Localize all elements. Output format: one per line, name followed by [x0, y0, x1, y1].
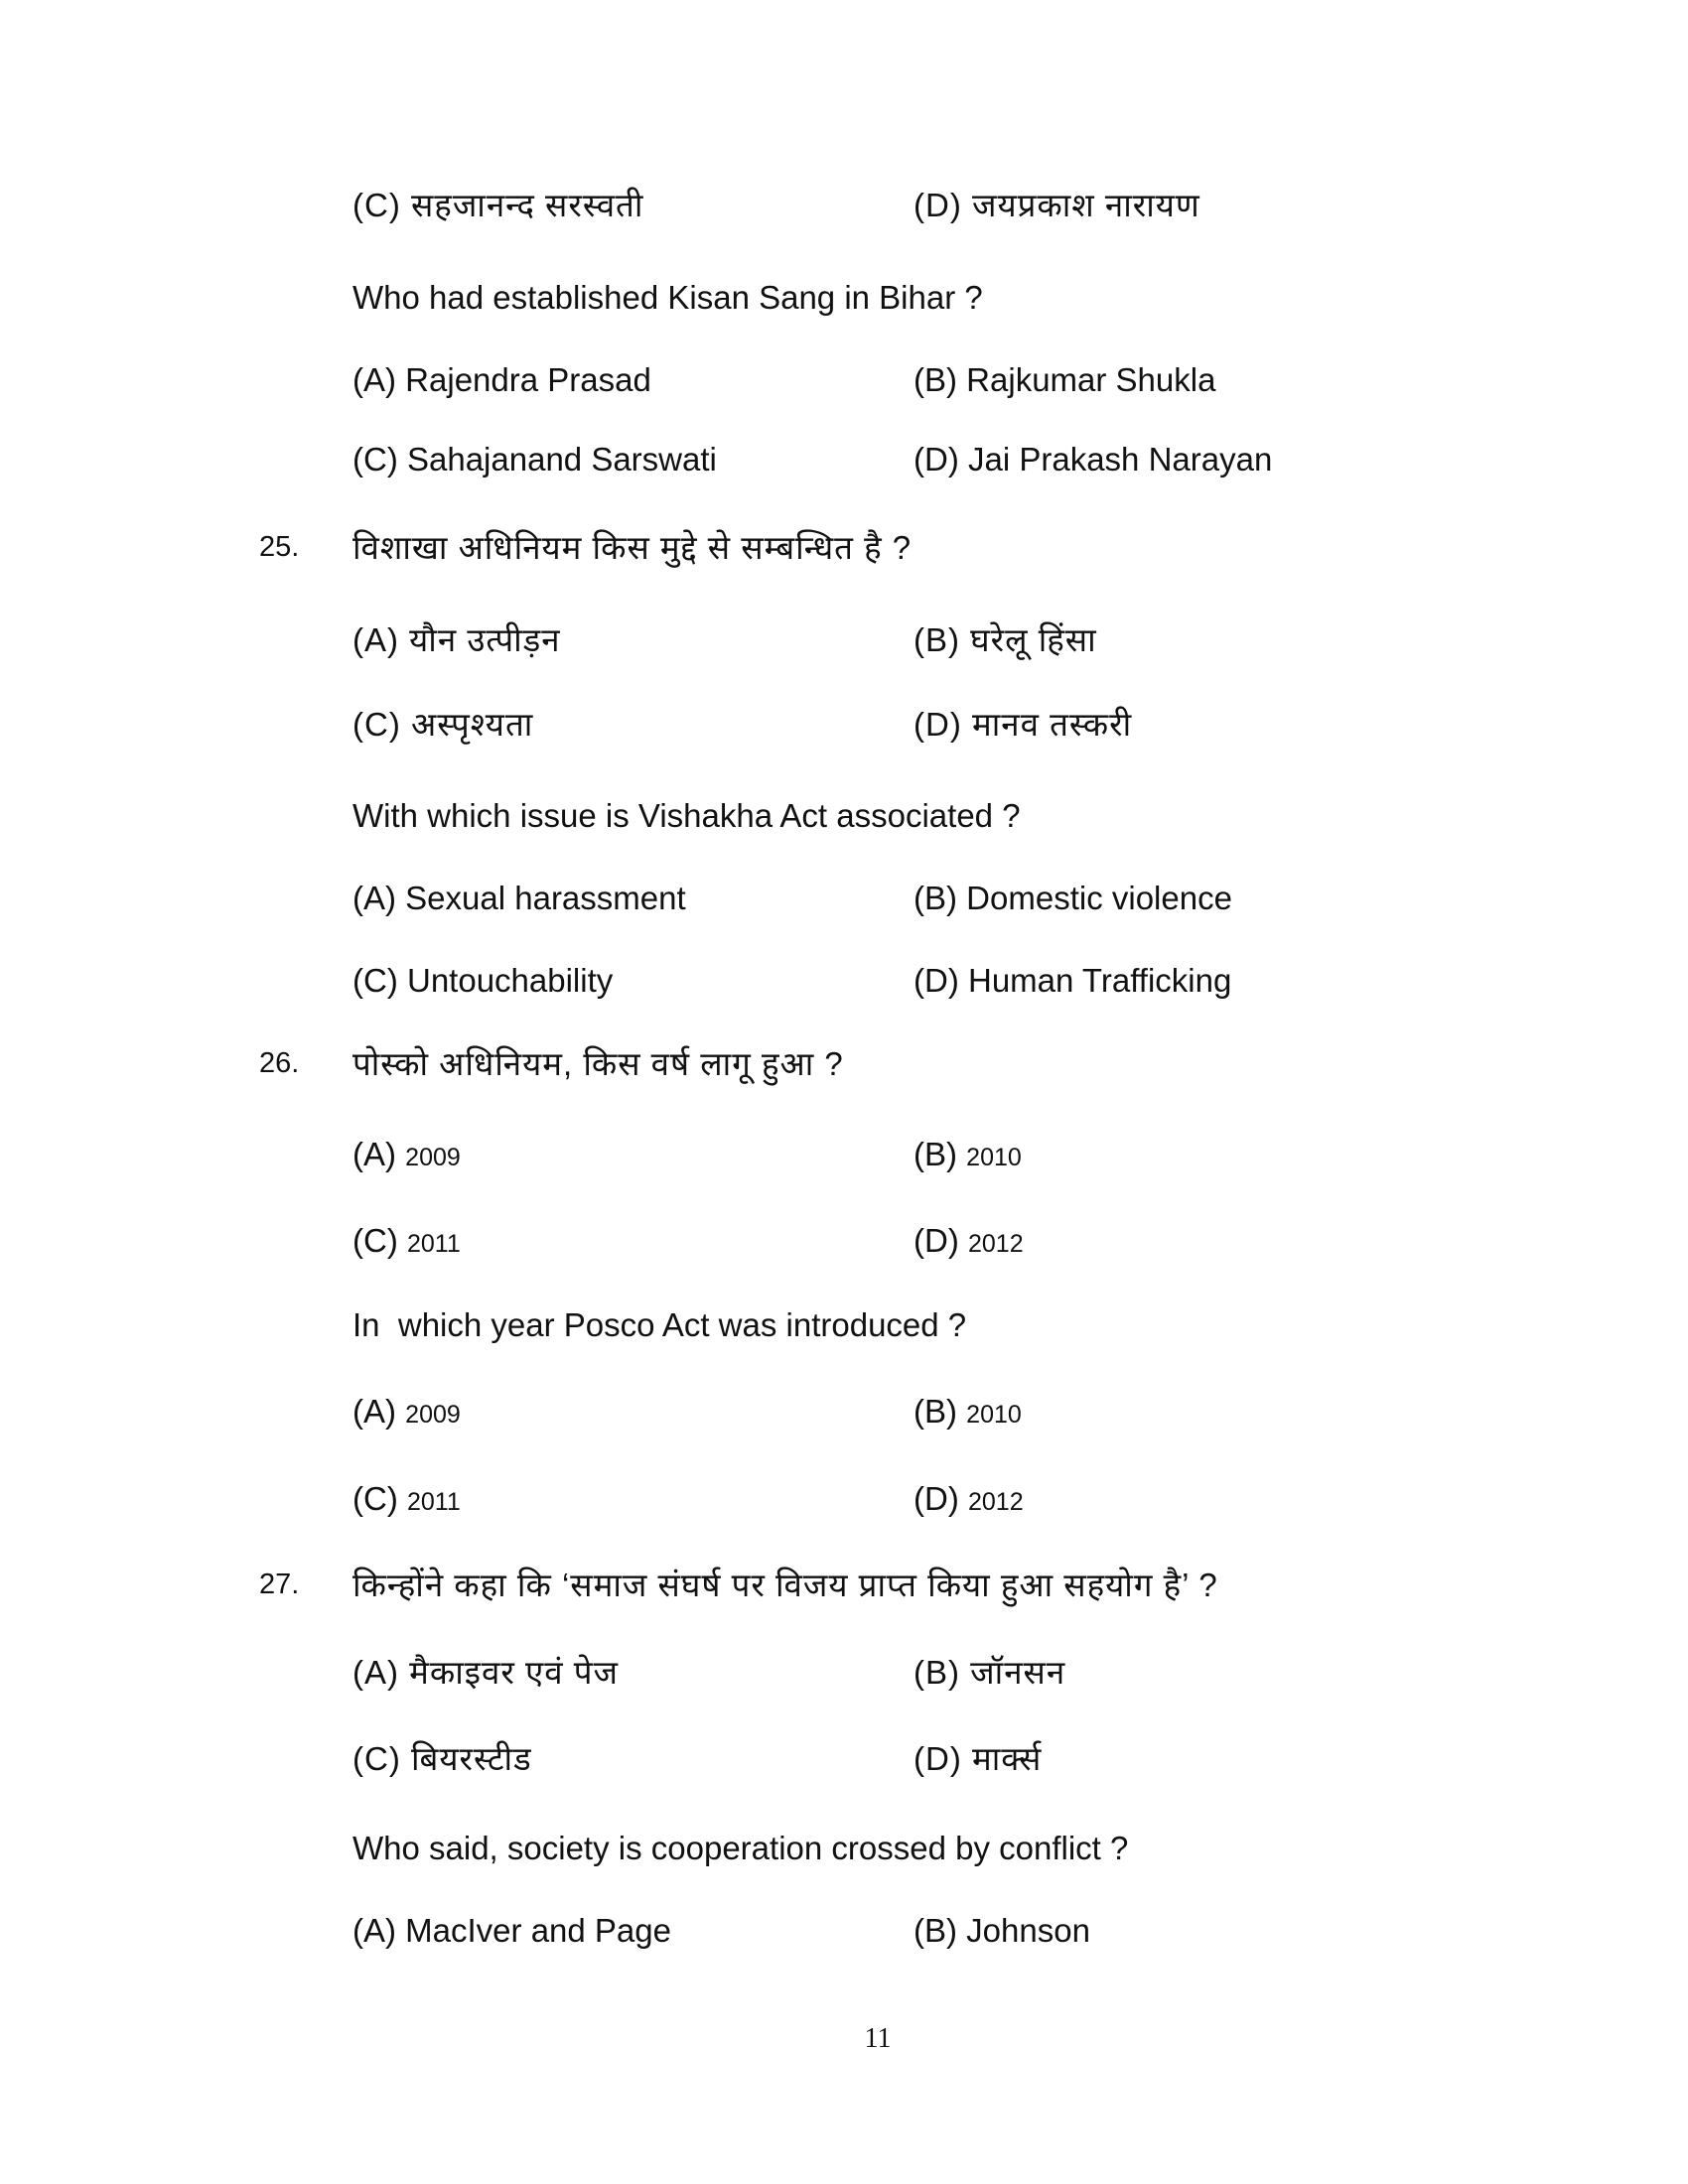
option-label: (A) — [352, 880, 396, 916]
option-text: MacIver and Page — [405, 1912, 671, 1949]
option-c-hindi — [352, 189, 643, 221]
option-label: (D) — [914, 1222, 959, 1259]
question-text-english: Who said, society is cooperation crossed by conflict ? — [352, 1830, 1129, 1866]
option-label: (C) — [352, 441, 398, 478]
option-text: बियरस्टीड — [410, 1740, 532, 1777]
option-label: (B) — [914, 880, 957, 916]
option-a-hindi — [352, 1656, 619, 1689]
option-text: मानव तस्करी — [971, 706, 1133, 743]
option-b-hindi — [914, 623, 1097, 656]
option-label: (C) — [352, 187, 401, 223]
option-label: (A) — [352, 1912, 396, 1949]
option-d-english — [914, 443, 1272, 476]
option-label: (B) — [914, 1912, 957, 1949]
option-d-hindi — [914, 708, 1132, 741]
option-label: (A) — [352, 1654, 399, 1691]
option-a-english — [352, 1395, 461, 1432]
option-label: (C) — [352, 1222, 398, 1259]
option-a-english — [352, 882, 686, 914]
option-a-english — [352, 1914, 671, 1947]
option-text: 2011 — [406, 1488, 461, 1516]
option-d-english — [914, 964, 1231, 997]
option-text: Johnson — [966, 1912, 1090, 1949]
option-text: मैकाइवर एवं पेज — [409, 1654, 620, 1691]
option-label: (B) — [914, 361, 957, 398]
question-text-hindi: पोस्को अधिनियम, किस वर्ष लागू हुआ ? — [352, 1045, 844, 1082]
option-text: Rajkumar Shukla — [966, 361, 1216, 398]
option-text: Rajendra Prasad — [405, 361, 651, 398]
option-text: 2010 — [966, 1144, 1022, 1171]
option-label: (B) — [914, 1393, 957, 1430]
option-b-english — [914, 1914, 1090, 1947]
question-text-english: In which year Posco Act was introduced ? — [352, 1306, 967, 1343]
option-text: Domestic violence — [966, 880, 1232, 916]
option-d-hindi — [914, 189, 1200, 221]
option-label: (D) — [914, 962, 959, 999]
option-label: (C) — [352, 706, 401, 743]
option-b-english — [914, 363, 1215, 396]
option-text: 2009 — [405, 1144, 461, 1171]
option-b-hindi — [914, 1656, 1065, 1689]
option-label: (A) — [352, 1393, 396, 1430]
option-text: मार्क्स — [971, 1740, 1043, 1777]
option-label: (D) — [914, 441, 959, 478]
option-c-english — [352, 964, 613, 997]
option-b-hindi — [914, 1138, 1022, 1174]
option-label: (B) — [914, 1136, 957, 1172]
option-label: (A) — [352, 1136, 396, 1172]
option-text: Sahajanand Sarswati — [406, 441, 717, 478]
question-text-english: With which issue is Vishakha Act associated ? — [352, 797, 1021, 834]
option-text: 2012 — [967, 1230, 1024, 1258]
option-c-english — [352, 443, 717, 476]
option-text: Sexual harassment — [405, 880, 686, 916]
option-text: Jai Prakash Narayan — [967, 441, 1273, 478]
option-text: सहजानन्द सरस्वती — [410, 187, 644, 223]
option-text: जॉनसन — [970, 1654, 1066, 1691]
option-text: 2009 — [405, 1401, 461, 1429]
option-c-hindi — [352, 1224, 461, 1261]
option-label: (B) — [914, 621, 960, 658]
option-a-hindi — [352, 1138, 461, 1174]
option-text: जयप्रकाश नारायण — [971, 187, 1200, 223]
option-d-hindi — [914, 1224, 1024, 1261]
option-a-english — [352, 363, 651, 396]
option-text: घरेलू हिंसा — [970, 621, 1097, 658]
question-text-english: Who had established Kisan Sang in Bihar ? — [352, 279, 983, 316]
question-number: 26. — [259, 1047, 300, 1079]
option-label: (C) — [352, 962, 398, 999]
option-text: 2012 — [967, 1488, 1024, 1516]
option-b-english — [914, 882, 1232, 914]
option-text: 2010 — [966, 1401, 1022, 1429]
option-b-english — [914, 1395, 1022, 1432]
question-text-hindi: विशाखा अधिनियम किस मुद्दे से सम्बन्धित है ? — [352, 529, 913, 566]
option-d-english — [914, 1482, 1024, 1519]
option-c-hindi — [352, 708, 533, 741]
option-label: (C) — [352, 1480, 398, 1517]
option-d-hindi — [914, 1742, 1042, 1775]
page-number: 11 — [864, 2023, 892, 2054]
option-a-hindi — [352, 623, 561, 656]
option-label: (D) — [914, 1740, 962, 1777]
option-label: (D) — [914, 706, 962, 743]
option-text: यौन उत्पीड़न — [409, 621, 561, 658]
option-label: (A) — [352, 621, 399, 658]
option-text: Untouchability — [406, 962, 614, 999]
option-label: (A) — [352, 361, 396, 398]
option-label: (D) — [914, 187, 962, 223]
option-label: (D) — [914, 1480, 959, 1517]
question-number: 25. — [259, 531, 300, 563]
option-text: अस्पृश्यता — [410, 706, 534, 743]
question-number: 27. — [259, 1569, 300, 1600]
option-label: (C) — [352, 1740, 401, 1777]
option-text: 2011 — [406, 1230, 461, 1258]
option-text: Human Trafficking — [967, 962, 1232, 999]
option-label: (B) — [914, 1654, 960, 1691]
option-c-hindi — [352, 1742, 532, 1775]
option-c-english — [352, 1482, 461, 1519]
question-text-hindi: किन्होंने कहा कि ‘समाज संघर्ष पर विजय प्राप्त किया हुआ सहयोग है’ ? — [352, 1567, 1218, 1603]
